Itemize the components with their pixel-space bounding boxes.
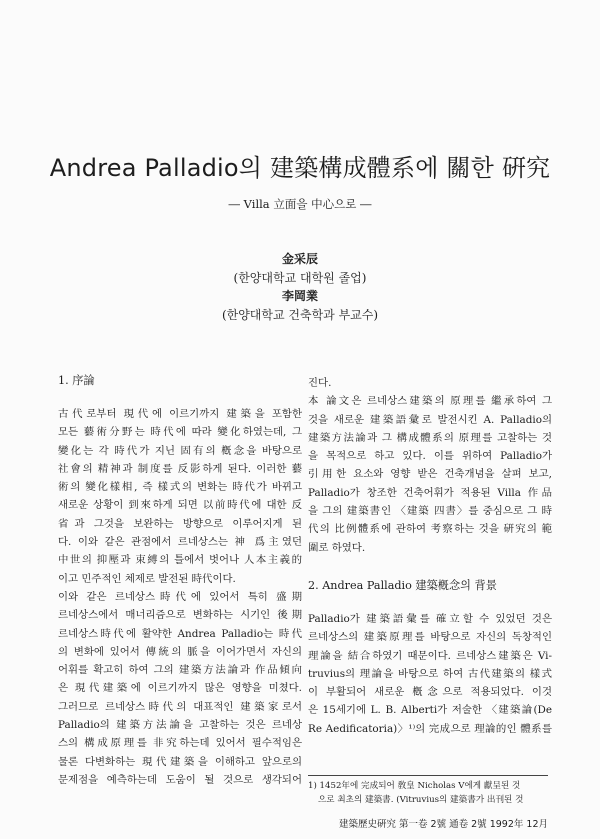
text-line: 것을 새로운 建築語彙로 발전시킨 A. Palladio의: [308, 413, 552, 426]
section-heading-introduction: 1. 序論: [58, 374, 95, 387]
author-name: 李岡業: [281, 289, 318, 303]
author-affiliation: (한양대학교 대학원 졸업): [233, 270, 367, 285]
text-line: 變化는 각 時代가 지닌 固有의 槪念을 바탕으로: [58, 444, 302, 457]
text-line: 모든 藝術分野는 時代에 따라 變化하였는데, 그: [58, 426, 302, 439]
text-line: 진다.: [308, 377, 332, 389]
text-line: 의 변화에 있어서 傳統의 脈을 이어가면서 자신의: [58, 645, 302, 658]
footnotes: [308, 779, 552, 807]
right-column: [308, 374, 552, 738]
footnote-divider: [308, 775, 548, 776]
text-line: 建築方法論과 그 構成體系의 原理를 고찰하는 것: [308, 431, 552, 444]
author-name: 金采辰: [281, 252, 318, 266]
section-heading-background: 2. Andrea Palladio 建築槪念의 背景: [308, 578, 497, 592]
text-line: 물론 다변화하는 現代建築을 이해하고 앞으로의: [58, 755, 302, 768]
text-line: 은 15세기에 L. B. Alberti가 저술한 〈建築論(De: [308, 704, 552, 717]
author-affiliation: (한양대학교 건축학과 부교수): [221, 307, 379, 322]
text-line: Palladio의 建築方法論을 고찰하는 것은 르네상: [58, 719, 302, 732]
text-line: 古代로부터 現代에 이르기까지 建築을 포함한: [58, 408, 302, 420]
text-line: 이 부활되어 새로운 槪念으로 적용되었다. 이것: [308, 686, 552, 699]
text-line: 르네상스時代에 활약한 Andrea Palladio는 時代: [58, 627, 302, 640]
text-line: 문제점을 예측하는데 도움이 될 것으로 생각되어: [58, 773, 302, 786]
text-line: 이와 같은 르네상스時代에 있어서 특히 盛期: [58, 590, 302, 603]
text-line: 引用한 요소와 영향 받은 건축개념을 살펴 보고,: [308, 468, 552, 481]
text-line: 을 목적으로 하고 있다. 이를 위하여 Palladio가: [308, 450, 552, 463]
text-line: 스의 構成原理를 非究하는데 있어서 필수적임은: [58, 737, 302, 750]
text-line: truvius의 理論을 바탕으로 하여 古代建築의 樣式: [308, 667, 552, 680]
text-line: 그러므로 르네상스時代의 대표적인 建築家로서: [58, 700, 302, 713]
left-column: [58, 372, 302, 789]
text-line: 르네상스의 建築原理를 바탕으로 자신의 독창적인: [308, 631, 552, 644]
paper-title: Andrea Palladio의 建築構成體系에 關한 硏究: [49, 154, 551, 182]
text-line: 省과 그것을 보완하는 방향으로 이루어지게 된: [58, 517, 302, 530]
paragraph: [58, 588, 302, 789]
text-line: 을 그의 建築書인 〈建築 四書〉를 중심으로 그 時: [308, 505, 552, 518]
text-line: 中世의 抑壓과 束縛의 틀에서 벗어나 人本主義的: [58, 554, 302, 567]
footnote-line: 1) 1452年에 完成되어 敎皇 Nicholas V에게 獻呈된 것: [308, 781, 521, 791]
text-line: 術의 變化樣相, 즉 樣式의 변화는 時代가 바뀌고: [58, 481, 302, 494]
paragraph: [58, 405, 302, 588]
text-line: 새로운 상황이 到來하게 되면 以前時代에 대한 反: [58, 499, 302, 512]
author-block: [0, 250, 600, 324]
text-line: 이고 민주적인 체제로 발전된 時代이다.: [58, 572, 236, 585]
text-line: 本 論文은 르네상스建築의 原理를 繼承하여 그: [308, 395, 552, 408]
text-line: 代의 比例體系에 관하여 考察하는 것을 硏究의 範: [308, 523, 552, 536]
text-line: Palladio가 建築語彙를 確立할 수 있었던 것은: [308, 612, 552, 625]
paragraph: [308, 374, 552, 392]
text-line: 圍로 하였다.: [308, 541, 366, 554]
text-line: 社會의 精神과 制度를 反影하게 된다. 이러한 藝: [58, 462, 302, 475]
text-line: 다. 이와 같은 관점에서 르네상스는 神 爲主였던: [58, 536, 302, 549]
paragraph: [308, 610, 552, 738]
text-line: 르네상스에서 매너리즘으로 변화하는 시기인 後期: [58, 609, 302, 622]
text-line: Palladio가 창조한 건축어휘가 적용된 Villa 作品: [308, 486, 552, 499]
journal-footer: 建築歷史硏究 第一卷 2號 通卷 2號 1992年 12月: [339, 819, 548, 830]
paragraph: [308, 392, 552, 557]
footnote-line: 으로 최초의 建築書. (Vitruvius의 建築書가 出刊된 것: [318, 795, 524, 805]
paper-subtitle: ― Villa 立面을 中心으로 ―: [228, 197, 372, 211]
text-line: 은 現代建築에 이르기까지 많은 영향을 미쳤다.: [58, 682, 302, 695]
text-line: Re Aedificatoria)〉¹⁾의 完成으로 理論的인 體系를: [308, 722, 552, 735]
text-line: 理論을 結合하였기 때문이다. 르네상스建築은 Vi-: [308, 649, 552, 662]
text-line: 어휘를 확고히 하여 그의 建築方法論과 作品傾向: [58, 664, 302, 677]
